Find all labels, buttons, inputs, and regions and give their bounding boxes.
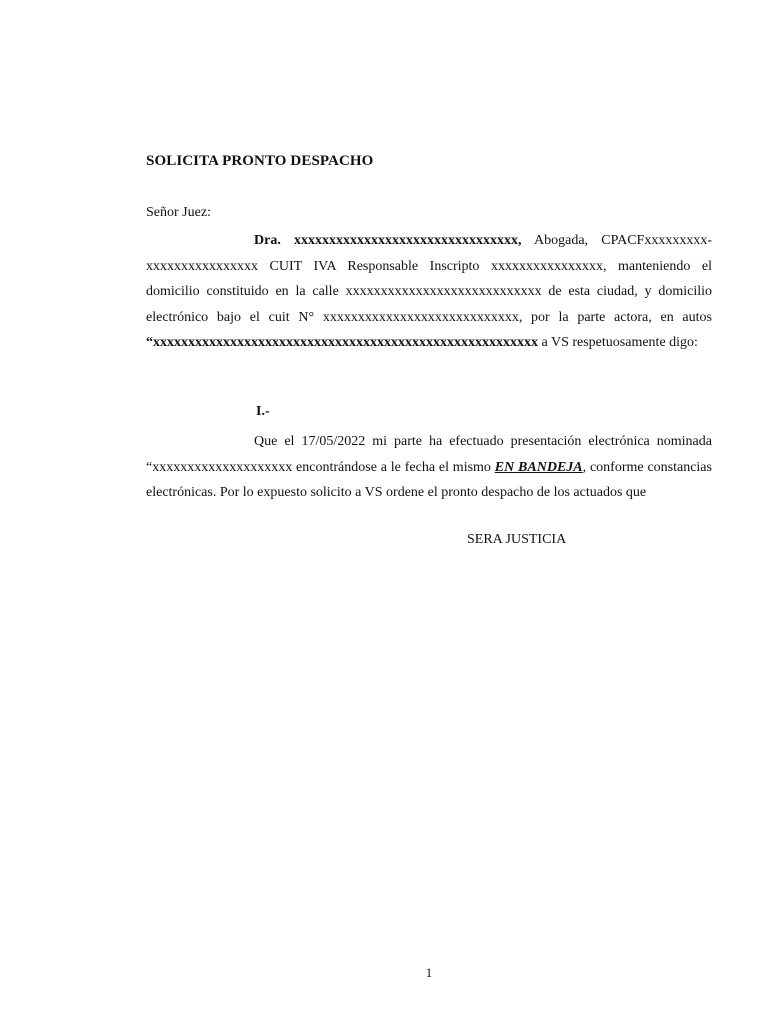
paragraph-2-text-b: , conforme constancias electrónicas. Por lo expuesto solicito a VS ordene el pronto despacho de los actuados que <box>146 459 712 500</box>
case-name: “xxxxxxxxxxxxxxxxxxxxxxxxxxxxxxxxxxxxxxxxxxxxxxxxxxxxxxx <box>146 335 538 350</box>
page-number: 1 <box>425 965 433 980</box>
closing-formula: SERA JUSTICIA <box>467 532 567 547</box>
lawyer-name: Dra. xxxxxxxxxxxxxxxxxxxxxxxxxxxxxxxx, <box>254 233 522 248</box>
paragraph-1-text-a: Abogada, CPACFxxxxxxxxx-xxxxxxxxxxxxxxxx CUIT IVA Responsable Inscripto xxxxxxxxxxxxxxxx, manteniendo el domicilio constituido en la calle xxxxxxxxxxxxxxxxxxxxxxxxxxxx de esta ciudad, y domicilio electrónico bajo el cuit N° xxxxxxxxxxxxxxxxxxxxxxxxxxxx, por la parte actora, en autos <box>146 233 712 325</box>
salutation: Señor Juez: <box>146 205 211 220</box>
status-emphasis: EN BANDEJA <box>494 459 583 475</box>
paragraph-2-text-a: Que el 17/05/2022 mi parte ha efectuado presentación electrónica nominada “xxxxxxxxxxxxxxxxxxxx encontrándose a le fecha el mismo <box>146 434 712 475</box>
document-title: SOLICITA PRONTO DESPACHO <box>146 153 374 169</box>
paragraph-1-text-b: a VS respetuosamente digo: <box>538 335 698 350</box>
paragraph-2 <box>146 429 712 506</box>
paragraph-1 <box>146 228 712 356</box>
section-number: I.- <box>256 404 270 419</box>
